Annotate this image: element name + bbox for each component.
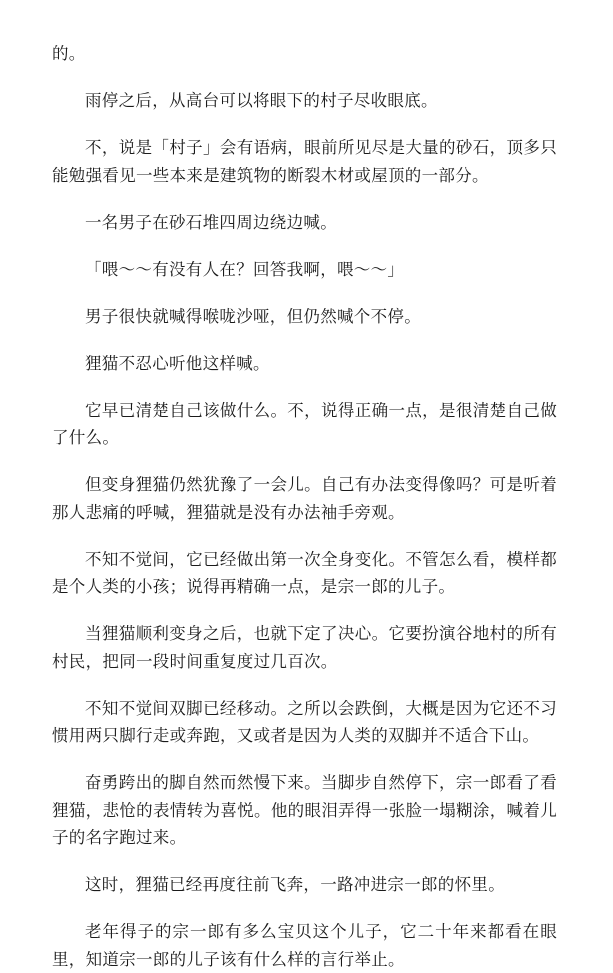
paragraph-2: 雨停之后，从高台可以将眼下的村子尽收眼底。	[85, 91, 438, 110]
paragraph-1: 的。	[52, 44, 86, 63]
paragraph-4: 一名男子在砂石堆四周边绕边喊。	[85, 212, 337, 232]
paragraph-13: 奋勇跨出的脚自然而然慢下来。当脚步自然停下，宗一郎看了看狸猫，悲怆的表情转为喜悦。他的眼泪弄得一张脸一塌糊涂，喊着儿子的名字跑过来。	[52, 773, 557, 847]
paragraph-5: 「喂～～有没有人在？回答我啊，喂～～」	[85, 259, 405, 279]
paragraph-6: 男子很快就喊得喉咙沙哑，但仍然喊个不停。	[85, 306, 421, 326]
paragraph-15: 老年得子的宗一郎有多么宝贝这个儿子，它二十年来都看在眼里，知道宗一郎的儿子该有什么样的言行举止。	[52, 922, 557, 969]
paragraph-7: 狸猫不忍心听他这样喊。	[85, 353, 270, 373]
paragraph-12: 不知不觉间双脚已经移动。之所以会跌倒，大概是因为它还不习惯用两只脚行走或奔跑，又或者是因为人类的双脚并不适合下山。	[52, 698, 557, 745]
paragraph-9: 但变身狸猫仍然犹豫了一会儿。自己有办法变得像吗？可是听着那人悲痛的呼喊，狸猫就是没有办法袖手旁观。	[52, 475, 557, 522]
paragraph-14: 这时，狸猫已经再度往前飞奔，一路冲进宗一郎的怀里。	[85, 875, 505, 894]
paragraph-10: 不知不觉间，它已经做出第一次全身变化。不管怎么看，模样都是个人类的小孩；说得再精确一点，是宗一郎的儿子。	[52, 549, 557, 596]
paragraph-8: 它早已清楚自己该做什么。不，说得正确一点，是很清楚自己做了什么。	[52, 400, 557, 447]
paragraph-3: 不，说是「村子」会有语病，眼前所见尽是大量的砂石，顶多只能勉强看见一些本来是建筑物的断裂木材或屋顶的一部分。	[52, 138, 557, 185]
paragraph-11: 当狸猫顺利变身之后，也就下定了决心。它要扮演谷地村的所有村民，把同一段时间重复度过几百次。	[52, 624, 557, 671]
